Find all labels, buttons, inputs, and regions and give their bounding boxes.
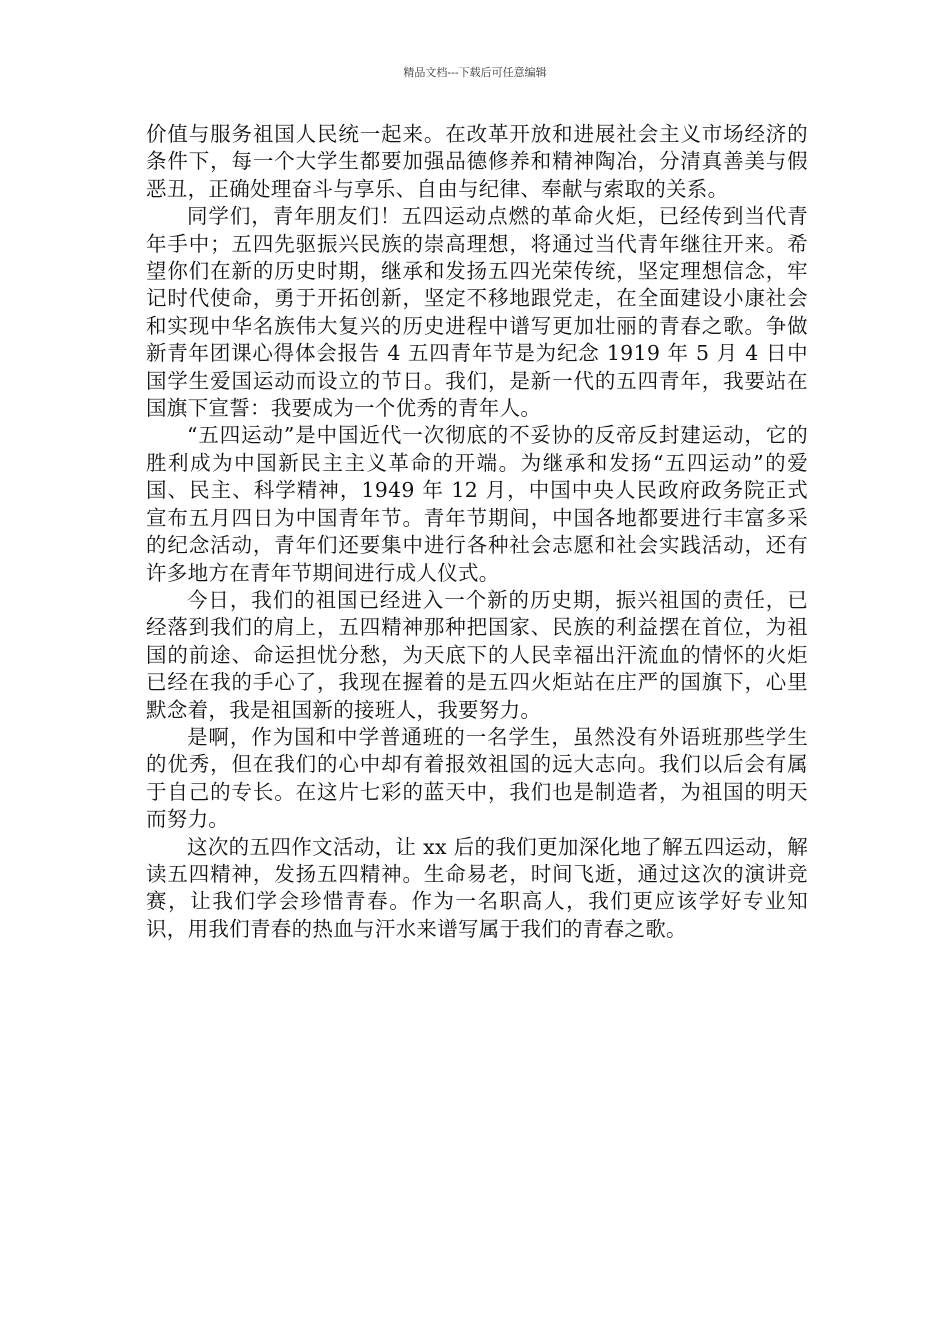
document-body <box>146 121 808 943</box>
paragraph-5: 是啊，作为国和中学普通班的一名学生，虽然没有外语班那些学生的优秀，但在我们的心中却有着报效祖国的远大志向。我们以后会有属于自己的专长。在这片七彩的蓝天中，我们也是制造者，为祖国的明天而努力。 <box>146 724 808 832</box>
paragraph-4: 今日，我们的祖国已经进入一个新的历史期，振兴祖国的责任，已经落到我们的肩上，五四精神那种把国家、民族的利益摆在首位，为祖国的前途、命运担忧分愁，为天底下的人民幸福出汗流血的情怀的火炬已经在我的手心了，我现在握着的是五四火炬站在庄严的国旗下，心里默念着，我是祖国新的接班人，我要努力。 <box>146 587 808 722</box>
paragraph-3: “五四运动”是中国近代一次彻底的不妥协的反帝反封建运动，它的胜利成为中国新民主主义革命的开端。为继承和发扬“五四运动”的爱国、民主、科学精神，1949 年 12 月，中国中央人民政府政务院正式宣布五月四日为中国青年节。青年节期间，中国各地都要进行丰富多采的纪念活动，青年们还要集中进行各种社会志愿和社会实践活动，还有许多地方在青年节期间进行成人仪式。 <box>146 423 808 585</box>
paragraph-1: 价值与服务祖国人民统一起来。在改革开放和进展社会主义市场经济的条件下，每一个大学生都要加强品德修养和精神陶冶，分清真善美与假恶丑，正确处理奋斗与享乐、自由与纪律、奉献与索取的关系。 <box>146 122 808 201</box>
paragraph-6: 这次的五四作文活动，让 xx 后的我们更加深化地了解五四运动，解读五四精神，发扬五四精神。生命易老，时间飞逝，通过这次的演讲竞赛，让我们学会珍惜青春。作为一名职高人，我们更应该学好专业知识，用我们青春的热血与汗水来谱写属于我们的青春之歌。 <box>146 834 808 941</box>
paragraph-2: 同学们，青年朋友们！五四运动点燃的革命火炬，已经传到当代青年手中；五四先驱振兴民族的崇高理想，将通过当代青年继往开来。希望你们在新的历史时期，继承和发扬五四光荣传统，坚定理想信念，牢记时代使命，勇于开拓创新，坚定不移地跟党走，在全面建设小康社会和实现中华名族伟大复兴的历史进程中谱写更加壮丽的青春之歌。争做新青年团课心得体会报告 4 五四青年节是为纪念 1919 年 5 月 4 日中国学生爱国运动而设立的节日。我们，是新一代的五四青年，我要站在国旗下宣誓：我要成为一个优秀的青年人。 <box>146 204 808 421</box>
page-header: 精品文档---下载后可任意编辑 <box>403 66 547 79</box>
